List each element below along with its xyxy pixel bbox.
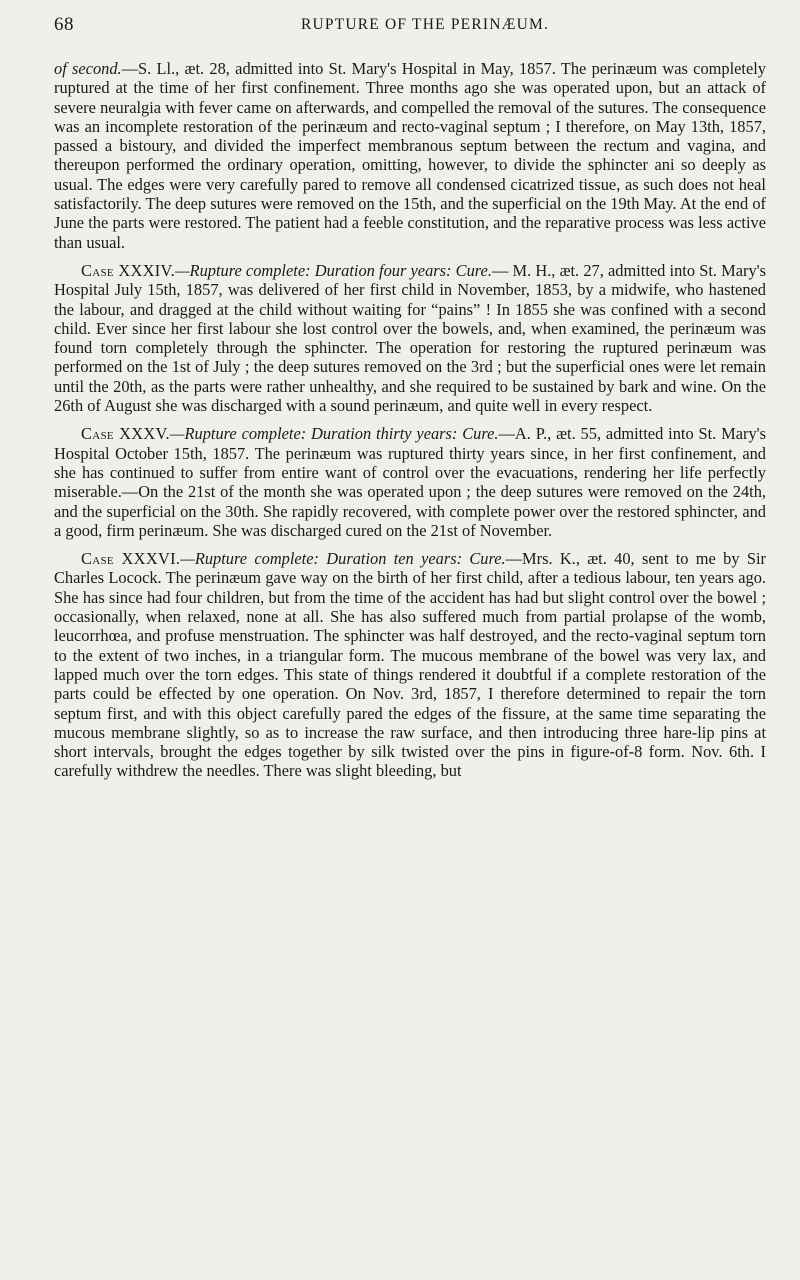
paragraph-lead: of second. [54,59,122,78]
case-body: —A. P., æt. 55, admitted into St. Mary's Hospital October 15th, 1857. The perinæum was ruptured thirty years since, in her first confinement, and she has continued to suffer from entire want of control over the evacuations, rendering her life perfectly miserable.—On the 21st of the month she was operated upon ; the deep sutures were removed on the 24th, and the superficial on the 30th. She rapidly recovered, with complete power over the restored sphincter, and a good, firm perinæum. She was discharged cured on the 21st of November. [54,424,766,540]
page-header [54,14,766,40]
case-paragraph-xxxvi [54,549,766,781]
case-title: —Rupture complete: Duration thirty years: Cure. [169,424,499,444]
case-body: — M. H., æt. 27, admitted into St. Mary's Hospital July 15th, 1857, was delivered of her first child in November, 1853, by a midwife, who hastened the labour, and dragged at the child without waiting for “pains” ! In 1855 she was confined with a second child. Ever since her first labour she lost control over the bowels, and, when examined, the perinæum was found torn completely through the sphincter. The operation for restoring the ruptured perinæum was performed on the 1st of July ; the deep sutures removed on the 3rd ; but the superficial ones were let remain until the 20th, as the parts were rather unhealthy, and she required to be sustained by bark and wine. On the 26th of August she was discharged with a sound perinæum, and quite well in every respect. [54,260,766,416]
case-paragraph-xxxiv [54,261,766,415]
case-body: —Mrs. K., æt. 40, sent to me by Sir Charles Locock. The perinæum gave way on the birth of her first child, after a tedious labour, ten years ago. She has since had four children, but from the time of the accident has had but slight control over the bowel ; occasionally, when relaxed, none at all. She has also suffered much from partial prolapse of the womb, leucorrhœa, and profuse menstruation. The sphincter was half destroyed, and the recto-vaginal septum torn to the extent of two inches, in a triangular form. The mucous membrane of the bowel was very lax, and lapped much over the torn edges. This state of things rendered it doubtful if a complete restoration of the parts could be effected by one operation. On Nov. 3rd, 1857, I therefore determined to repair the torn septum first, and with this object carefully pared the edges of the fissure, at the same time separating the mucous membrane slightly, so as to increase the raw surface, and then introducing three hare-lip pins at short intervals, brought the edges together by silk twisted over the pins in figure-of-8 form. Nov. 6th. I carefully withdrew the needles. There was slight bleeding, but [54,549,766,781]
case-label: Case XXXV. [81,424,170,444]
case-title: —Rupture complete: Duration ten years: Cure. [180,549,506,569]
running-head: RUPTURE OF THE PERINÆUM. [300,16,550,33]
paragraph-body: —S. Ll., æt. 28, admitted into St. Mary's Hospital in May, 1857. The perinæum was completely ruptured at the time of her first confinement. Three months ago she was operated upon, but an attack of severe neuralgia with fever came on afterwards, and compelled the removal of the sutures. The consequence was an incomplete restoration of the perinæum and recto-vaginal septum ; I therefore, on May 13th, 1857, passed a bistoury, and divided the imperfect membranous septum between the rectum and vagina, and thereupon performed the ordinary operation, omitting, however, to divide the sphincter ani so deeply as usual. The edges were very carefully pared to remove all condensed cicatrized tissue, as such does not heal satisfactorily. The deep sutures were removed on the 15th, and the superficial on the 19th May. At the end of June the parts were restored. The patient had a feeble constitution, and the reparative process was less active than usual. [54,59,766,252]
case-label: Case XXXIV. [81,260,175,280]
page-number: 68 [54,14,74,35]
case-label: Case XXXVI. [81,549,181,569]
case-title: —Rupture complete: Duration four years: Cure. [174,260,492,280]
paragraph-continuation [54,59,766,252]
body-text [54,59,766,790]
case-paragraph-xxxv [54,424,766,540]
